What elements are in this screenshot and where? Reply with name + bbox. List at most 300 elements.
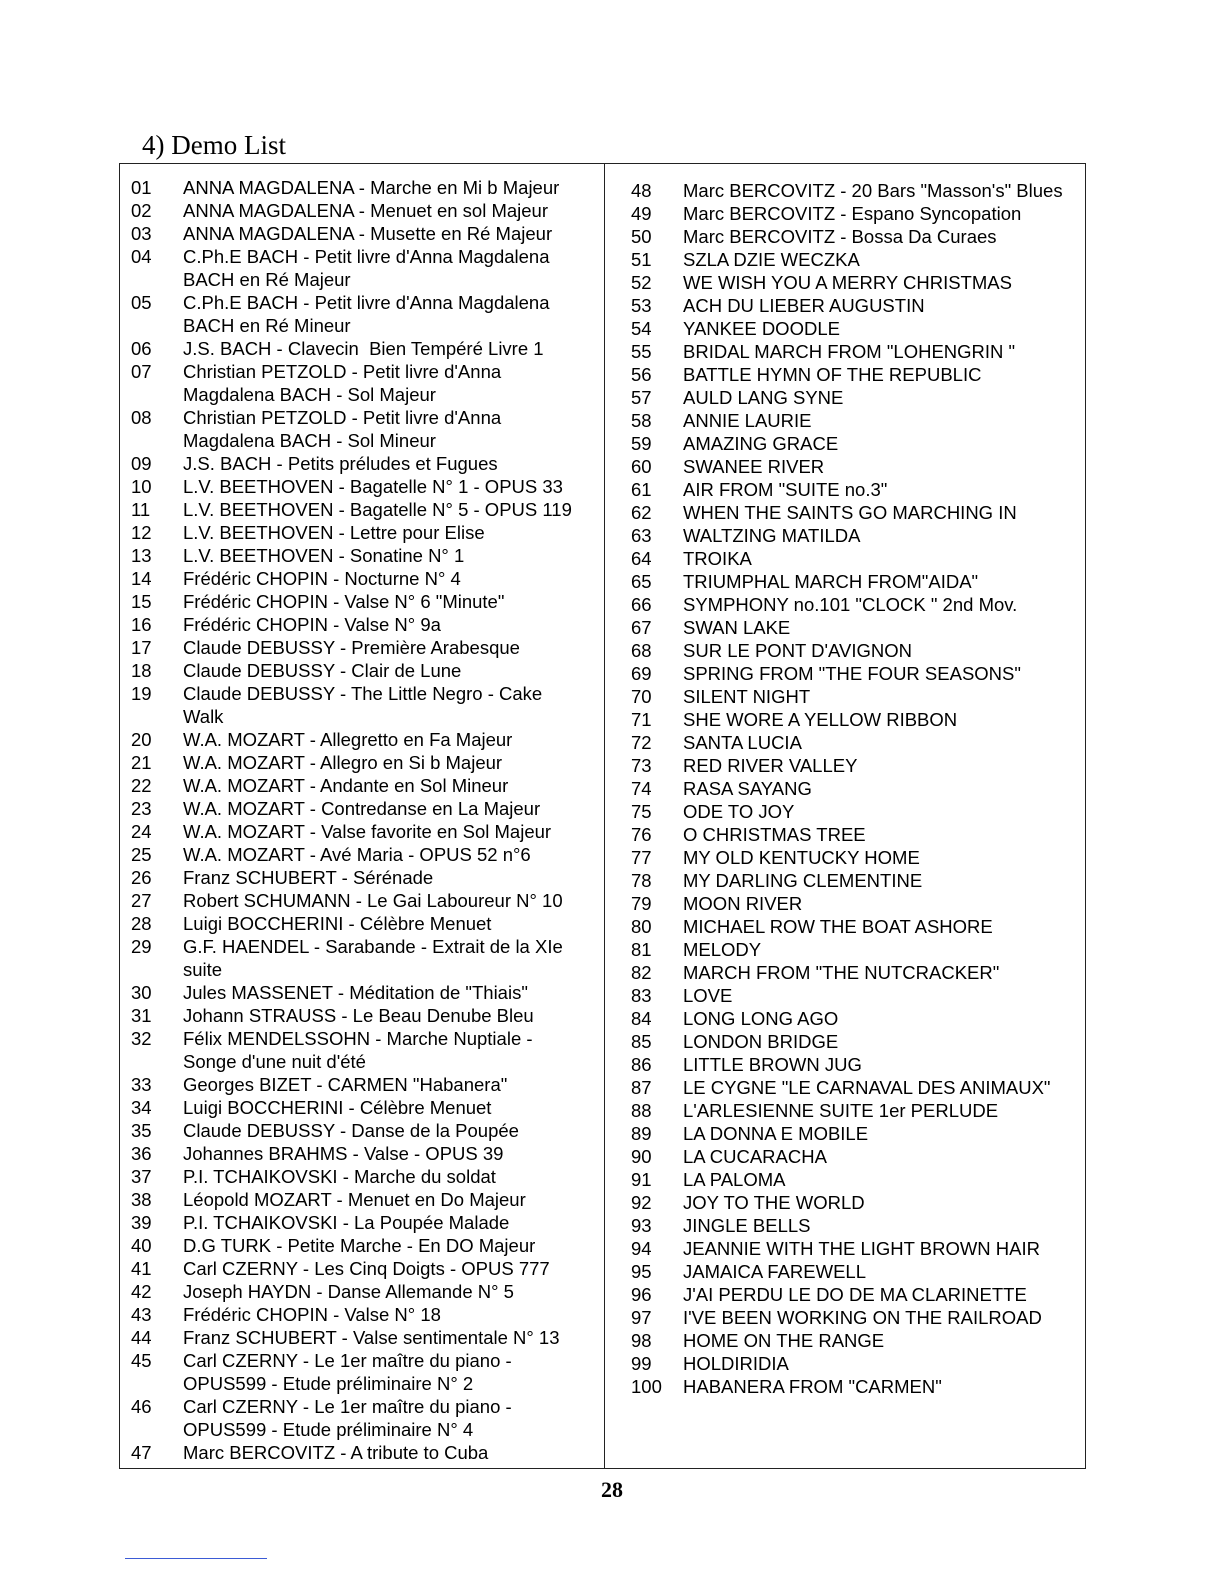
demo-list-item <box>131 613 596 636</box>
demo-list-item <box>631 892 1081 915</box>
demo-title: JAMAICA FAREWELL <box>683 1261 866 1282</box>
demo-title: Carl CZERNY - Le 1er maître du piano - OPUS599 - Etude préliminaire N° 4 <box>183 1396 512 1440</box>
demo-title: MY OLD KENTUCKY HOME <box>683 847 920 868</box>
demo-list-item <box>131 1326 596 1349</box>
demo-list-item <box>131 1395 596 1441</box>
demo-list-item <box>131 199 596 222</box>
demo-title: WALTZING MATILDA <box>683 525 861 546</box>
demo-number: 03 <box>131 223 152 244</box>
demo-number: 35 <box>131 1120 152 1141</box>
demo-number: 02 <box>131 200 152 221</box>
demo-number: 95 <box>631 1261 652 1282</box>
demo-number: 27 <box>131 890 152 911</box>
demo-number: 15 <box>131 591 152 612</box>
demo-title: BRIDAL MARCH FROM "LOHENGRIN " <box>683 341 1016 362</box>
demo-number: 04 <box>131 246 152 267</box>
demo-title: C.Ph.E BACH - Petit livre d'Anna Magdalena BACH en Ré Majeur <box>183 246 550 290</box>
demo-title: MOON RIVER <box>683 893 803 914</box>
demo-list-item <box>631 1260 1081 1283</box>
demo-number: 74 <box>631 778 652 799</box>
demo-list-item <box>131 1257 596 1280</box>
demo-title: W.A. MOZART - Allegretto en Fa Majeur <box>183 729 513 750</box>
demo-title: Marc BERCOVITZ - Bossa Da Curaes <box>683 226 997 247</box>
demo-list-item <box>131 774 596 797</box>
demo-list-item <box>131 1004 596 1027</box>
demo-title: HABANERA FROM "CARMEN" <box>683 1376 942 1397</box>
demo-title: Carl CZERNY - Le 1er maître du piano - OPUS599 - Etude préliminaire N° 2 <box>183 1350 512 1394</box>
demo-list-item <box>631 294 1081 317</box>
demo-list-item <box>631 1306 1081 1329</box>
demo-title: Christian PETZOLD - Petit livre d'Anna Magdalena BACH - Sol Mineur <box>183 407 502 451</box>
demo-list-item <box>131 935 596 981</box>
demo-list-item <box>131 1441 596 1464</box>
demo-title: HOLDIRIDIA <box>683 1353 789 1374</box>
footnote-rule <box>125 1558 267 1559</box>
demo-list-item <box>131 1073 596 1096</box>
demo-title: TROIKA <box>683 548 752 569</box>
demo-list-item <box>631 616 1081 639</box>
demo-list-item <box>631 662 1081 685</box>
demo-list-item <box>631 846 1081 869</box>
demo-number: 50 <box>631 226 652 247</box>
demo-number: 59 <box>631 433 652 454</box>
demo-title: LE CYGNE "LE CARNAVAL DES ANIMAUX" <box>683 1077 1051 1098</box>
demo-list-item <box>631 800 1081 823</box>
demo-number: 84 <box>631 1008 652 1029</box>
demo-number: 51 <box>631 249 652 270</box>
section-title: 4) Demo List <box>142 130 286 160</box>
demo-list-item <box>631 1352 1081 1375</box>
demo-list-item <box>631 1122 1081 1145</box>
demo-title: Claude DEBUSSY - Première Arabesque <box>183 637 520 658</box>
demo-list-item <box>131 820 596 843</box>
demo-list-item <box>131 1142 596 1165</box>
demo-title: O CHRISTMAS TREE <box>683 824 866 845</box>
demo-list-item <box>631 708 1081 731</box>
demo-list-item <box>131 452 596 475</box>
demo-title: Frédéric CHOPIN - Nocturne N° 4 <box>183 568 461 589</box>
demo-title: SZLA DZIE WECZKA <box>683 249 860 270</box>
demo-number: 60 <box>631 456 652 477</box>
demo-title: L.V. BEETHOVEN - Bagatelle N° 1 - OPUS 33 <box>183 476 563 497</box>
demo-list-item <box>631 386 1081 409</box>
demo-list-item <box>131 498 596 521</box>
demo-list-item <box>631 570 1081 593</box>
demo-list-item <box>631 202 1081 225</box>
demo-number: 49 <box>631 203 652 224</box>
demo-list-item <box>631 1053 1081 1076</box>
demo-title: Robert SCHUMANN - Le Gai Laboureur N° 10 <box>183 890 563 911</box>
demo-number: 100 <box>631 1376 662 1397</box>
demo-number: 56 <box>631 364 652 385</box>
demo-number: 85 <box>631 1031 652 1052</box>
demo-title: C.Ph.E BACH - Petit livre d'Anna Magdalena BACH en Ré Mineur <box>183 292 550 336</box>
demo-number: 65 <box>631 571 652 592</box>
demo-number: 05 <box>131 292 152 313</box>
demo-list-item <box>131 1211 596 1234</box>
demo-list-item <box>631 478 1081 501</box>
demo-list-item <box>631 1283 1081 1306</box>
demo-number: 37 <box>131 1166 152 1187</box>
demo-title: Frédéric CHOPIN - Valse N° 9a <box>183 614 441 635</box>
demo-title: L'ARLESIENNE SUITE 1er PERLUDE <box>683 1100 999 1121</box>
demo-title: YANKEE DOODLE <box>683 318 840 339</box>
demo-title: LOVE <box>683 985 733 1006</box>
demo-number: 17 <box>131 637 152 658</box>
demo-list-item <box>631 547 1081 570</box>
demo-title: Carl CZERNY - Les Cinq Doigts - OPUS 777 <box>183 1258 550 1279</box>
demo-list-item <box>631 1214 1081 1237</box>
demo-title: Claude DEBUSSY - Danse de la Poupée <box>183 1120 519 1141</box>
demo-list-item <box>131 1165 596 1188</box>
demo-number: 34 <box>131 1097 152 1118</box>
demo-list-item <box>131 866 596 889</box>
demo-title: W.A. MOZART - Contredanse en La Majeur <box>183 798 541 819</box>
demo-number: 70 <box>631 686 652 707</box>
demo-title: SHE WORE A YELLOW RIBBON <box>683 709 958 730</box>
demo-list-item <box>631 961 1081 984</box>
demo-list-item <box>131 360 596 406</box>
demo-number: 31 <box>131 1005 152 1026</box>
demo-title: LONG LONG AGO <box>683 1008 839 1029</box>
demo-title: Léopold MOZART - Menuet en Do Majeur <box>183 1189 526 1210</box>
demo-number: 79 <box>631 893 652 914</box>
demo-number: 25 <box>131 844 152 865</box>
demo-number: 20 <box>131 729 152 750</box>
demo-number: 73 <box>631 755 652 776</box>
demo-title: W.A. MOZART - Allegro en Si b Majeur <box>183 752 503 773</box>
demo-title: J.S. BACH - Petits préludes et Fugues <box>183 453 498 474</box>
demo-list-item <box>131 1280 596 1303</box>
demo-title: G.F. HAENDEL - Sarabande - Extrait de la XIe suite <box>183 936 563 980</box>
demo-title: Marc BERCOVITZ - A tribute to Cuba <box>183 1442 489 1463</box>
demo-number: 82 <box>631 962 652 983</box>
demo-title: SYMPHONY no.101 "CLOCK " 2nd Mov. <box>683 594 1018 615</box>
demo-list-item <box>131 1096 596 1119</box>
demo-list-item <box>631 524 1081 547</box>
demo-title: Luigi BOCCHERINI - Célèbre Menuet <box>183 1097 492 1118</box>
demo-number: 46 <box>131 1396 152 1417</box>
demo-title: W.A. MOZART - Avé Maria - OPUS 52 n°6 <box>183 844 531 865</box>
demo-number: 06 <box>131 338 152 359</box>
demo-title: P.I. TCHAIKOVSKI - Marche du soldat <box>183 1166 496 1187</box>
demo-title: Christian PETZOLD - Petit livre d'Anna Magdalena BACH - Sol Majeur <box>183 361 502 405</box>
demo-list-item <box>631 1237 1081 1260</box>
demo-title: L.V. BEETHOVEN - Bagatelle N° 5 - OPUS 119 <box>183 499 572 520</box>
demo-number: 77 <box>631 847 652 868</box>
demo-number: 57 <box>631 387 652 408</box>
demo-number: 08 <box>131 407 152 428</box>
demo-number: 93 <box>631 1215 652 1236</box>
demo-list-item <box>131 659 596 682</box>
demo-title: D.G TURK - Petite Marche - En DO Majeur <box>183 1235 536 1256</box>
demo-number: 64 <box>631 548 652 569</box>
demo-title: P.I. TCHAIKOVSKI - La Poupée Malade <box>183 1212 510 1233</box>
demo-title: AIR FROM "SUITE no.3" <box>683 479 888 500</box>
demo-number: 28 <box>131 913 152 934</box>
demo-title: Frédéric CHOPIN - Valse N° 18 <box>183 1304 441 1325</box>
demo-title: LA DONNA E MOBILE <box>683 1123 869 1144</box>
demo-number: 41 <box>131 1258 152 1279</box>
demo-number: 53 <box>631 295 652 316</box>
demo-title: SANTA LUCIA <box>683 732 802 753</box>
demo-list-item <box>131 1349 596 1395</box>
demo-title: SWANEE RIVER <box>683 456 825 477</box>
demo-number: 68 <box>631 640 652 661</box>
demo-title: Claude DEBUSSY - The Little Negro - Cake Walk <box>183 683 543 727</box>
demo-list-item <box>131 1119 596 1142</box>
demo-list-item <box>131 1234 596 1257</box>
demo-number: 92 <box>631 1192 652 1213</box>
demo-number: 80 <box>631 916 652 937</box>
demo-number: 10 <box>131 476 152 497</box>
demo-number: 22 <box>131 775 152 796</box>
demo-title: Johann STRAUSS - Le Beau Denube Bleu <box>183 1005 534 1026</box>
demo-list-item <box>131 912 596 935</box>
demo-number: 88 <box>631 1100 652 1121</box>
demo-number: 29 <box>131 936 152 957</box>
demo-list-right-column <box>631 179 1081 1398</box>
demo-title: JEANNIE WITH THE LIGHT BROWN HAIR <box>683 1238 1041 1259</box>
demo-list-item <box>131 751 596 774</box>
demo-number: 19 <box>131 683 152 704</box>
page-number: 28 <box>601 1477 623 1502</box>
demo-list-item <box>631 754 1081 777</box>
demo-list-item <box>131 406 596 452</box>
demo-number: 71 <box>631 709 652 730</box>
demo-title: LONDON BRIDGE <box>683 1031 839 1052</box>
demo-title: MICHAEL ROW THE BOAT ASHORE <box>683 916 993 937</box>
demo-title: BATTLE HYMN OF THE REPUBLIC <box>683 364 982 385</box>
demo-number: 43 <box>131 1304 152 1325</box>
demo-list-item <box>631 823 1081 846</box>
demo-list-item <box>631 317 1081 340</box>
demo-title: LA CUCARACHA <box>683 1146 827 1167</box>
demo-list-item <box>131 1027 596 1073</box>
demo-title: WE WISH YOU A MERRY CHRISTMAS <box>683 272 1012 293</box>
demo-list-item <box>631 1145 1081 1168</box>
demo-number: 40 <box>131 1235 152 1256</box>
demo-number: 36 <box>131 1143 152 1164</box>
demo-list-item <box>131 337 596 360</box>
demo-title: SILENT NIGHT <box>683 686 811 707</box>
demo-number: 69 <box>631 663 652 684</box>
demo-number: 83 <box>631 985 652 1006</box>
demo-title: LA PALOMA <box>683 1169 786 1190</box>
demo-number: 18 <box>131 660 152 681</box>
demo-list-item <box>131 1303 596 1326</box>
demo-list-item <box>131 222 596 245</box>
demo-list-item <box>631 409 1081 432</box>
demo-list-item <box>631 1030 1081 1053</box>
demo-list-item <box>131 544 596 567</box>
demo-number: 96 <box>631 1284 652 1305</box>
demo-list-item <box>631 777 1081 800</box>
demo-number: 87 <box>631 1077 652 1098</box>
demo-title: ANNA MAGDALENA - Marche en Mi b Majeur <box>183 177 560 198</box>
demo-list-item <box>631 271 1081 294</box>
demo-list-item <box>131 682 596 728</box>
demo-number: 90 <box>631 1146 652 1167</box>
demo-list-item <box>631 731 1081 754</box>
demo-number: 39 <box>131 1212 152 1233</box>
demo-number: 58 <box>631 410 652 431</box>
demo-list-item <box>631 1099 1081 1122</box>
demo-number: 09 <box>131 453 152 474</box>
demo-title: ACH DU LIEBER AUGUSTIN <box>683 295 925 316</box>
demo-title: Marc BERCOVITZ - 20 Bars "Masson's" Blues <box>683 180 1063 201</box>
demo-number: 32 <box>131 1028 152 1049</box>
demo-list-item <box>131 981 596 1004</box>
demo-title: ANNIE LAURIE <box>683 410 812 431</box>
demo-number: 48 <box>631 180 652 201</box>
demo-list-item <box>631 248 1081 271</box>
demo-title: I'VE BEEN WORKING ON THE RAILROAD <box>683 1307 1042 1328</box>
demo-list-item <box>631 1007 1081 1030</box>
demo-title: WHEN THE SAINTS GO MARCHING IN <box>683 502 1017 523</box>
demo-title: LITTLE BROWN JUG <box>683 1054 862 1075</box>
demo-title: JINGLE BELLS <box>683 1215 811 1236</box>
demo-title: Georges BIZET - CARMEN "Habanera" <box>183 1074 508 1095</box>
demo-number: 13 <box>131 545 152 566</box>
demo-list-item <box>131 728 596 751</box>
demo-number: 33 <box>131 1074 152 1095</box>
demo-title: Jules MASSENET - Méditation de "Thiais" <box>183 982 528 1003</box>
demo-number: 12 <box>131 522 152 543</box>
demo-number: 21 <box>131 752 152 773</box>
demo-list-item <box>631 1168 1081 1191</box>
demo-title: Félix MENDELSSOHN - Marche Nuptiale - Songe d'une nuit d'été <box>183 1028 533 1072</box>
demo-list-item <box>131 475 596 498</box>
demo-title: Joseph HAYDN - Danse Allemande N° 5 <box>183 1281 514 1302</box>
demo-list-item <box>631 685 1081 708</box>
demo-list-item <box>131 843 596 866</box>
demo-number: 26 <box>131 867 152 888</box>
demo-number: 78 <box>631 870 652 891</box>
demo-number: 66 <box>631 594 652 615</box>
demo-list-item <box>631 593 1081 616</box>
demo-title: W.A. MOZART - Valse favorite en Sol Majeur <box>183 821 552 842</box>
demo-title: SUR LE PONT D'AVIGNON <box>683 640 913 661</box>
demo-number: 44 <box>131 1327 152 1348</box>
demo-title: Marc BERCOVITZ - Espano Syncopation <box>683 203 1022 224</box>
demo-list-item <box>131 1188 596 1211</box>
demo-number: 38 <box>131 1189 152 1210</box>
demo-title: Luigi BOCCHERINI - Célèbre Menuet <box>183 913 492 934</box>
demo-list-item <box>131 245 596 291</box>
demo-number: 63 <box>631 525 652 546</box>
demo-number: 30 <box>131 982 152 1003</box>
demo-title: Franz SCHUBERT - Sérénade <box>183 867 434 888</box>
demo-title: Franz SCHUBERT - Valse sentimentale N° 13 <box>183 1327 560 1348</box>
demo-list-item <box>631 1191 1081 1214</box>
demo-title: JOY TO THE WORLD <box>683 1192 865 1213</box>
demo-list-item <box>631 455 1081 478</box>
demo-number: 01 <box>131 177 152 198</box>
demo-list-item <box>631 984 1081 1007</box>
demo-title: TRIUMPHAL MARCH FROM"AIDA" <box>683 571 979 592</box>
demo-title: Claude DEBUSSY - Clair de Lune <box>183 660 462 681</box>
demo-number: 75 <box>631 801 652 822</box>
demo-list-item <box>631 869 1081 892</box>
demo-title: L.V. BEETHOVEN - Sonatine N° 1 <box>183 545 465 566</box>
demo-list-item <box>131 636 596 659</box>
demo-number: 94 <box>631 1238 652 1259</box>
demo-title: RED RIVER VALLEY <box>683 755 858 776</box>
demo-list-item <box>631 938 1081 961</box>
demo-list-item <box>131 590 596 613</box>
demo-number: 97 <box>631 1307 652 1328</box>
demo-title: J'AI PERDU LE DO DE MA CLARINETTE <box>683 1284 1027 1305</box>
demo-title: Johannes BRAHMS - Valse - OPUS 39 <box>183 1143 504 1164</box>
demo-list-item <box>131 521 596 544</box>
column-divider <box>604 163 605 1469</box>
demo-list-item <box>631 179 1081 202</box>
demo-number: 54 <box>631 318 652 339</box>
demo-title: ANNA MAGDALENA - Menuet en sol Majeur <box>183 200 549 221</box>
demo-number: 55 <box>631 341 652 362</box>
demo-number: 89 <box>631 1123 652 1144</box>
demo-list-item <box>631 501 1081 524</box>
demo-number: 14 <box>131 568 152 589</box>
demo-number: 67 <box>631 617 652 638</box>
demo-number: 62 <box>631 502 652 523</box>
demo-number: 16 <box>131 614 152 635</box>
demo-title: MARCH FROM "THE NUTCRACKER" <box>683 962 1000 983</box>
demo-list-item <box>631 915 1081 938</box>
demo-list-item <box>631 432 1081 455</box>
demo-title: J.S. BACH - Clavecin Bien Tempéré Livre 1 <box>183 338 544 359</box>
demo-list-left-column <box>131 176 596 1464</box>
demo-number: 45 <box>131 1350 152 1371</box>
demo-list-item <box>131 797 596 820</box>
demo-number: 86 <box>631 1054 652 1075</box>
demo-title: HOME ON THE RANGE <box>683 1330 885 1351</box>
demo-title: L.V. BEETHOVEN - Lettre pour Elise <box>183 522 485 543</box>
demo-title: ODE TO JOY <box>683 801 795 822</box>
demo-list-item <box>631 1076 1081 1099</box>
demo-list-item <box>631 1375 1081 1398</box>
demo-list-item <box>631 340 1081 363</box>
demo-list-item <box>131 889 596 912</box>
demo-title: MELODY <box>683 939 762 960</box>
demo-number: 24 <box>131 821 152 842</box>
demo-list-item <box>631 363 1081 386</box>
demo-title: SWAN LAKE <box>683 617 791 638</box>
demo-list-item <box>631 639 1081 662</box>
demo-number: 42 <box>131 1281 152 1302</box>
demo-list-item <box>131 176 596 199</box>
demo-title: SPRING FROM "THE FOUR SEASONS" <box>683 663 1021 684</box>
demo-list-item <box>631 1329 1081 1352</box>
demo-number: 98 <box>631 1330 652 1351</box>
demo-number: 61 <box>631 479 652 500</box>
demo-number: 76 <box>631 824 652 845</box>
demo-title: MY DARLING CLEMENTINE <box>683 870 923 891</box>
demo-title: ANNA MAGDALENA - Musette en Ré Majeur <box>183 223 553 244</box>
demo-list-item <box>631 225 1081 248</box>
demo-number: 91 <box>631 1169 652 1190</box>
demo-list-item <box>131 567 596 590</box>
demo-title: RASA SAYANG <box>683 778 812 799</box>
demo-title: W.A. MOZART - Andante en Sol Mineur <box>183 775 509 796</box>
demo-number: 52 <box>631 272 652 293</box>
demo-title: AULD LANG SYNE <box>683 387 844 408</box>
demo-number: 11 <box>131 499 151 520</box>
demo-title: AMAZING GRACE <box>683 433 839 454</box>
demo-title: Frédéric CHOPIN - Valse N° 6 "Minute" <box>183 591 505 612</box>
demo-number: 72 <box>631 732 652 753</box>
